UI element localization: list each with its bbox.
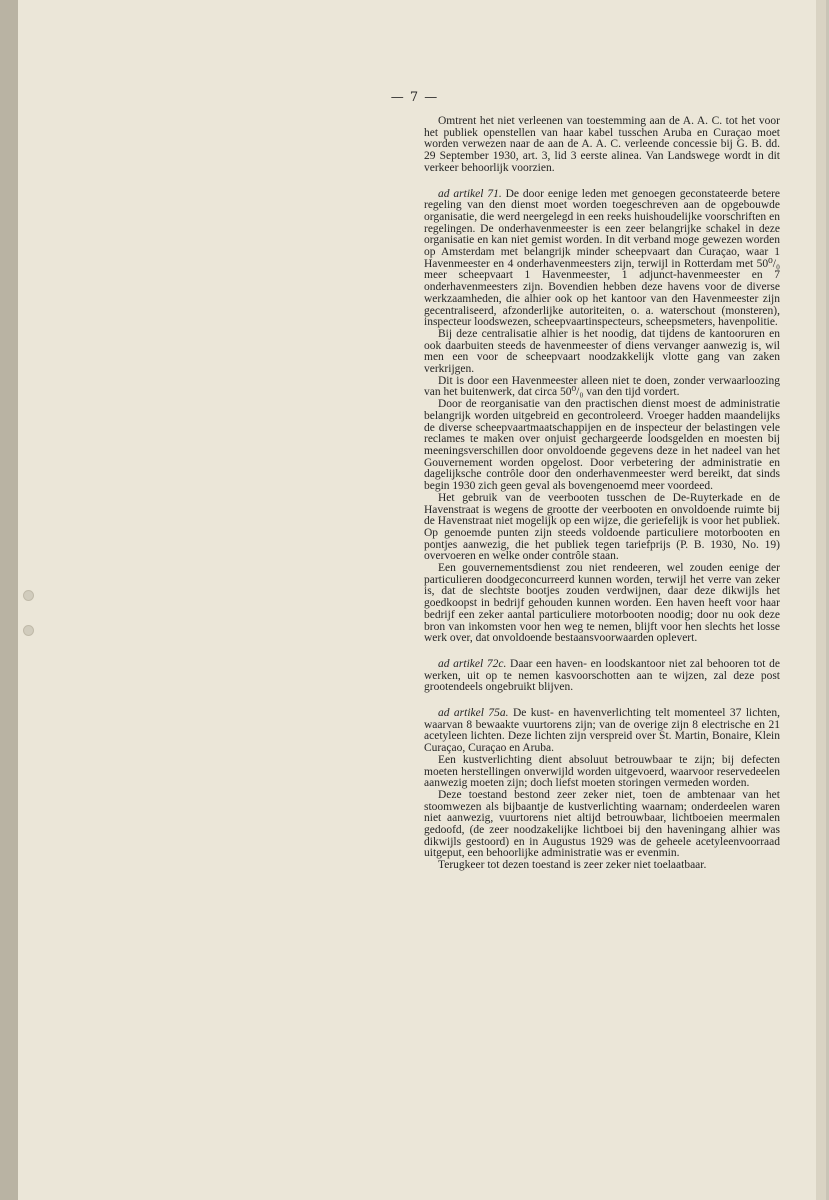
article-heading: ad artikel 75a.	[438, 707, 509, 720]
body-text	[424, 116, 780, 872]
paragraph: Het gebruik van de veerbooten tusschen de De-Ruyterkade en de Havenstraat is wegens de grootte der veerbooten en onvoldoende ruimte bij de Havenstraat niet mogelijk op een wijze, die geriefelijk is voor het publiek. Op genoemde punten zijn steeds voldoende particuliere motorbooten en pontjes aanwezig, die het publiek tegen tariefprijs (P. B. 1930, No. 19) overvoeren en welke onder contrôle staan.	[424, 491, 780, 563]
paragraph: ad artikel 72c. Daar een haven- en loodskantoor niet zal behooren tot de werken, uit op te nemen kasvoorschotten aan te wijzen, zal deze post grootendeels ongebruikt blijven.	[424, 657, 780, 694]
paragraph: Bij deze centralisatie alhier is het noodig, dat tijdens de kantooruren en ook daarbuiten steeds de havenmeester of diens vervanger aanwezig is, wil men een voor de scheepvaart noodzakkelijk vlotte gang van zaken verkrijgen.	[424, 327, 780, 376]
paragraph: Omtrent het niet verleenen van toestemming aan de A. A. C. tot het voor het publiek openstellen van haar kabel tusschen Aruba en Curaçao moet worden verwezen naar de aan de A. A. C. verleende concessie bij G. B. dd. 29 September 1930, art. 3, lid 3 eerste alinea. Van Landswege wordt in dit verkeer behoorlijk voorzien.	[424, 115, 780, 174]
paragraph: Dit is door een Havenmeester alleen niet te doen, zonder verwaarloozing van het buitenwerk, dat circa 50⁰/₀ van den tijd vordert.	[424, 374, 780, 399]
article-heading: ad artikel 71.	[438, 187, 502, 200]
paragraph: Terugkeer tot dezen toestand is zeer zeker niet toelaatbaar.	[438, 859, 707, 872]
punch-hole-top	[23, 590, 34, 601]
binding-strip	[0, 0, 18, 1200]
paragraph: Deze toestand bestond zeer zeker niet, toen de ambtenaar van het stoomwezen als bijbaantje de kustverlichting waarnam; onderdeelen waren niet aanwezig, vuurtorens niet altijd betrouwbaar, lichtboeien meermalen gedoofd, (de zeer noodzakelijke lichtboei bij den haveningang alhier was dikwijls gestoord) en in Augustus 1929 was de geheele acetyleenvoorraad uitgeput, een behoorlijke administratie was er evenmin.	[424, 788, 780, 860]
paragraph: Een kustverlichting dient absoluut betrouwbaar te zijn; bij defecten moeten herstellingen onverwijld worden uitgevoerd, waarvoor reservedeelen aanwezig moeten zijn; doch liefst moeten storingen vermeden worden.	[424, 753, 780, 790]
page-number: — 7 —	[390, 90, 439, 105]
paragraph: Een gouvernementsdienst zou niet rendeeren, wel zouden eenige der particulieren doodgeconcurreerd kunnen worden, terwijl het verre van zeker is, dat de slechtste bootjes zouden verdwijnen, daar deze dikwijls het goedkoopst in bedrijf gehouden kunnen worden. Een haven heeft voor haar bedrijf een zeker aantal particuliere motorbooten noodig; door nu ook deze bron van inkomsten voor hen weg te nemen, blijft voor hen slechts het losse werk over, dat onvoldoende bestaansvoorwaarden oplevert.	[424, 562, 780, 645]
paragraph: ad artikel 71. De door eenige leden met genoegen geconstateerde betere regeling van den dienst moet worden toegeschreven aan de opgebouwde organisatie, die werd neergelegd in een reeks huishoudelijke voorschriften en regelingen. De onderhavenmeester is een zeer belangrijke schakel in deze organisatie en kan niet gemist worden. In dit verband moge gewezen worden op Amsterdam met belangrijk minder scheepvaart dan Curaçao, waar 1 Havenmeester en 4 onderhavenmeesters zijn, terwijl in Rotterdam met 50⁰/₀ meer scheepvaart 1 Havenmeester, 1 adjunct-havenmeester en 7 onderhavenmeesters zijn. Bovendien hebben deze havens voor de diverse werkzaamheden, die alhier ook op het kantoor van den Havenmeester zijn gecentraliseerd, afzonderlijke autoriteiten, o. a. waterschout (monsteren), inspecteur loodswezen, scheepvaartinspecteurs, scheepsmeters, havenpolitie.	[424, 187, 781, 329]
punch-hole-bottom	[23, 625, 34, 636]
paragraph: Door de reorganisatie van den practischen dienst moest de administratie belangrijk worden uitgebreid en gecontroleerd. Vroeger hadden maandelijks de diverse scheepvaartmaatschappijen en de inspecteur der belastingen vele reclames te maken over onjuist gechargeerde loodsgelden en moesten bij meeningsverschillen door onvoldoende gegevens deze in het nadeel van het Gouvernement worden opgelost. Door verbetering der administratie en dagelijksche contrôle door den onderhavenmeester werd bereikt, dat sinds begin 1930 zich geen geval als bovengenoemd meer voordeed.	[424, 398, 780, 493]
article-heading: ad artikel 72c.	[438, 657, 507, 670]
paragraph: ad artikel 75a. De kust- en havenverlichting telt momenteel 37 lichten, waarvan 8 bewaakte vuurtorens zijn; van de overige zijn 8 electrische en 21 acetyleen lichten. Deze lichten zijn verspreid over St. Martin, Bonaire, Klein Curaçao, Curaçao en Aruba.	[424, 707, 780, 755]
page-edge	[816, 0, 826, 1200]
